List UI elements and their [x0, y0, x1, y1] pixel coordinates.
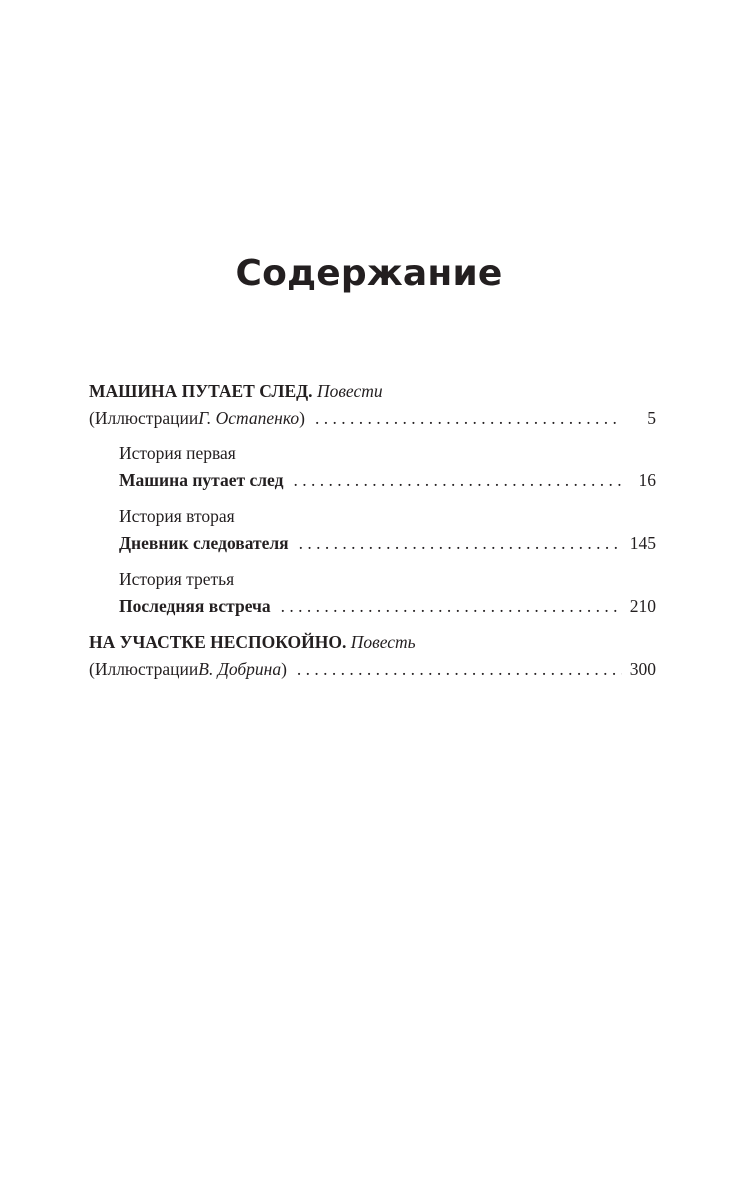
toc-part1-illustrations[interactable] [89, 405, 656, 432]
dot-leader [299, 530, 622, 557]
page-number: 300 [629, 659, 656, 679]
part1-illus-prefix: (Иллюстрации [89, 408, 199, 428]
story-1-label: История первая [119, 443, 236, 463]
dot-leader [281, 593, 622, 620]
part1-genre: Повести [316, 381, 383, 401]
toc-entry-story-1[interactable] [89, 467, 656, 494]
page-number: 145 [629, 533, 656, 553]
page-number: 16 [638, 470, 656, 490]
dot-leader [297, 656, 622, 683]
part2-illus-prefix: (Иллюстрации [89, 659, 199, 679]
dot-leader [315, 405, 622, 432]
story-3-label: История третья [119, 569, 235, 589]
toc-part2-heading [89, 629, 656, 656]
toc-part2-illustrations[interactable] [89, 656, 656, 683]
part2-title: НА УЧАСТКЕ НЕСПОКОЙНО. [89, 632, 347, 652]
toc-entry-story-2[interactable] [89, 530, 656, 557]
story-1-title: Машина путает след [119, 470, 284, 490]
part2-illustrator: В. Добрина [198, 659, 282, 679]
part2-genre: Повесть [350, 632, 416, 652]
story-2-title: Дневник следователя [119, 533, 289, 553]
toc-part1-heading [89, 378, 656, 405]
page-number: 5 [647, 408, 656, 428]
table-of-contents [89, 378, 656, 683]
toc-entry-story-3[interactable] [89, 593, 656, 620]
dot-leader [293, 467, 622, 494]
page-title: Содержание [235, 253, 503, 294]
part1-illustrator: Г. Остапенко [198, 408, 300, 428]
story-2-label: История вторая [119, 506, 235, 526]
story-3-title: Последняя встреча [119, 596, 271, 616]
part2-illus-suffix: ) [281, 659, 287, 679]
part1-illus-suffix: ) [299, 408, 305, 428]
part1-title: МАШИНА ПУТАЕТ СЛЕД. [89, 381, 313, 401]
page-number: 210 [629, 596, 656, 616]
